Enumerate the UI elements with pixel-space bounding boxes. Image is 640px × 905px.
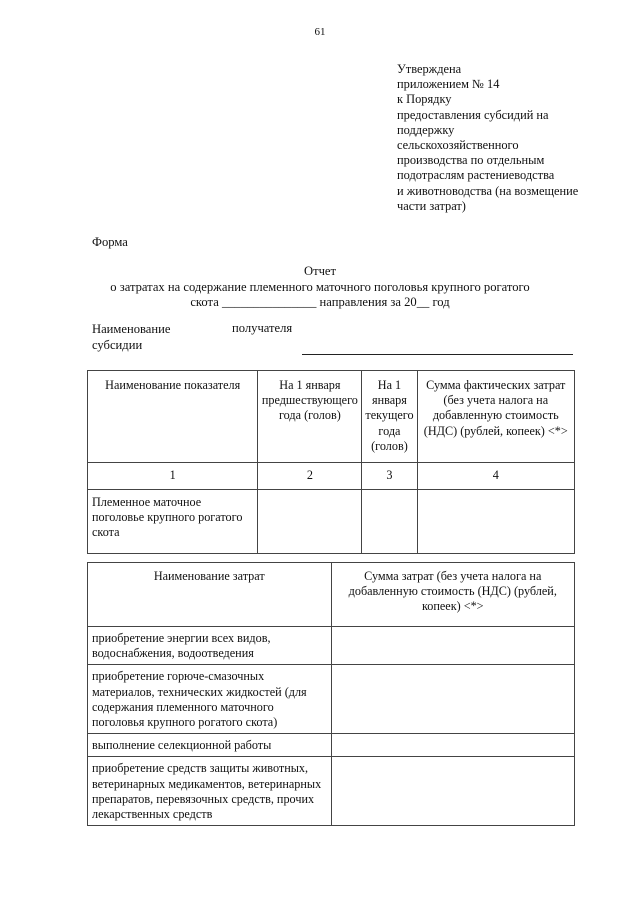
column-number: 4 xyxy=(417,463,574,490)
recipient-label-part1: Наименование xyxy=(92,322,171,336)
table-row xyxy=(88,734,575,757)
recipient-label-part2: получателя xyxy=(232,321,293,335)
approval-line: Утверждена xyxy=(397,62,462,76)
value-cell-costs[interactable] xyxy=(417,490,574,554)
header-prev-year-count: На 1 января предшествующего года (голов) xyxy=(258,371,362,463)
approval-line: производства по отдельным xyxy=(397,153,545,168)
table-header-row xyxy=(88,371,575,463)
approval-line: к Порядку xyxy=(397,92,452,107)
cost-item-label: приобретение средств защиты животных, ветеринарных медикаментов, ветеринарных препаратов, перевязочных средств, прочих лекарственных средств xyxy=(88,757,332,826)
header-cost-sum: Сумма затрат (без учета налога на добавленную стоимость (НДС) (рублей, копеек) <*> xyxy=(331,563,574,627)
approval-line: предоставления субсидий на xyxy=(397,107,549,122)
table-row xyxy=(88,757,575,826)
livestock-count-table xyxy=(87,370,575,554)
cost-value-cell[interactable] xyxy=(331,757,574,826)
table-row xyxy=(88,665,575,734)
cost-item-label: выполнение селекционной работы xyxy=(88,734,332,757)
table-row xyxy=(88,490,575,554)
page-number: 61 xyxy=(314,26,326,38)
report-subtitle-line2: скота _______________ направления за 20__ год xyxy=(190,295,450,309)
approval-line: и животноводства (на возмещение xyxy=(397,183,579,198)
value-cell-prev-year[interactable] xyxy=(258,490,362,554)
recipient-label-part3: субсидии xyxy=(92,338,143,352)
approval-line: подотраслям растениеводства xyxy=(397,168,555,183)
cost-value-cell[interactable] xyxy=(331,734,574,757)
costs-table xyxy=(87,562,575,826)
header-current-year-count: На 1 января текущего года (голов) xyxy=(362,371,417,463)
approval-line: сельскохозяйственного xyxy=(397,138,519,153)
recipient-name-blank-line xyxy=(302,354,573,355)
table-row xyxy=(88,627,575,665)
recipient-label xyxy=(92,321,170,353)
header-indicator-name: Наименование показателя xyxy=(88,371,258,463)
row-label: Племенное маточное поголовье крупного рогатого скота xyxy=(88,490,258,554)
value-cell-current-year[interactable] xyxy=(362,490,417,554)
approval-line: поддержку xyxy=(397,122,455,137)
table-number-row xyxy=(88,463,575,490)
approval-block xyxy=(397,62,602,214)
table-header-row xyxy=(88,563,575,627)
column-number: 3 xyxy=(362,463,417,490)
cost-value-cell[interactable] xyxy=(331,627,574,665)
cost-item-label: приобретение горюче-смазочных материалов, технических жидкостей (для содержания племенного маточного поголовья крупного рогатого скота) xyxy=(88,665,332,734)
report-title: Отчет xyxy=(303,264,337,278)
column-number: 2 xyxy=(258,463,362,490)
column-number: 1 xyxy=(88,463,258,490)
header-cost-name: Наименование затрат xyxy=(88,563,332,627)
cost-value-cell[interactable] xyxy=(331,665,574,734)
approval-line: приложением № 14 xyxy=(397,77,500,92)
header-actual-costs: Сумма фактических затрат (без учета налога на добавленную стоимость (НДС) (рублей, копеек) <*> xyxy=(417,371,574,463)
approval-line: части затрат) xyxy=(397,198,466,213)
report-subtitle-line1: о затратах на содержание племенного маточного поголовья крупного рогатого xyxy=(110,280,530,294)
cost-item-label: приобретение энергии всех видов, водоснабжения, водоотведения xyxy=(88,627,332,665)
form-label: Форма xyxy=(92,235,128,249)
